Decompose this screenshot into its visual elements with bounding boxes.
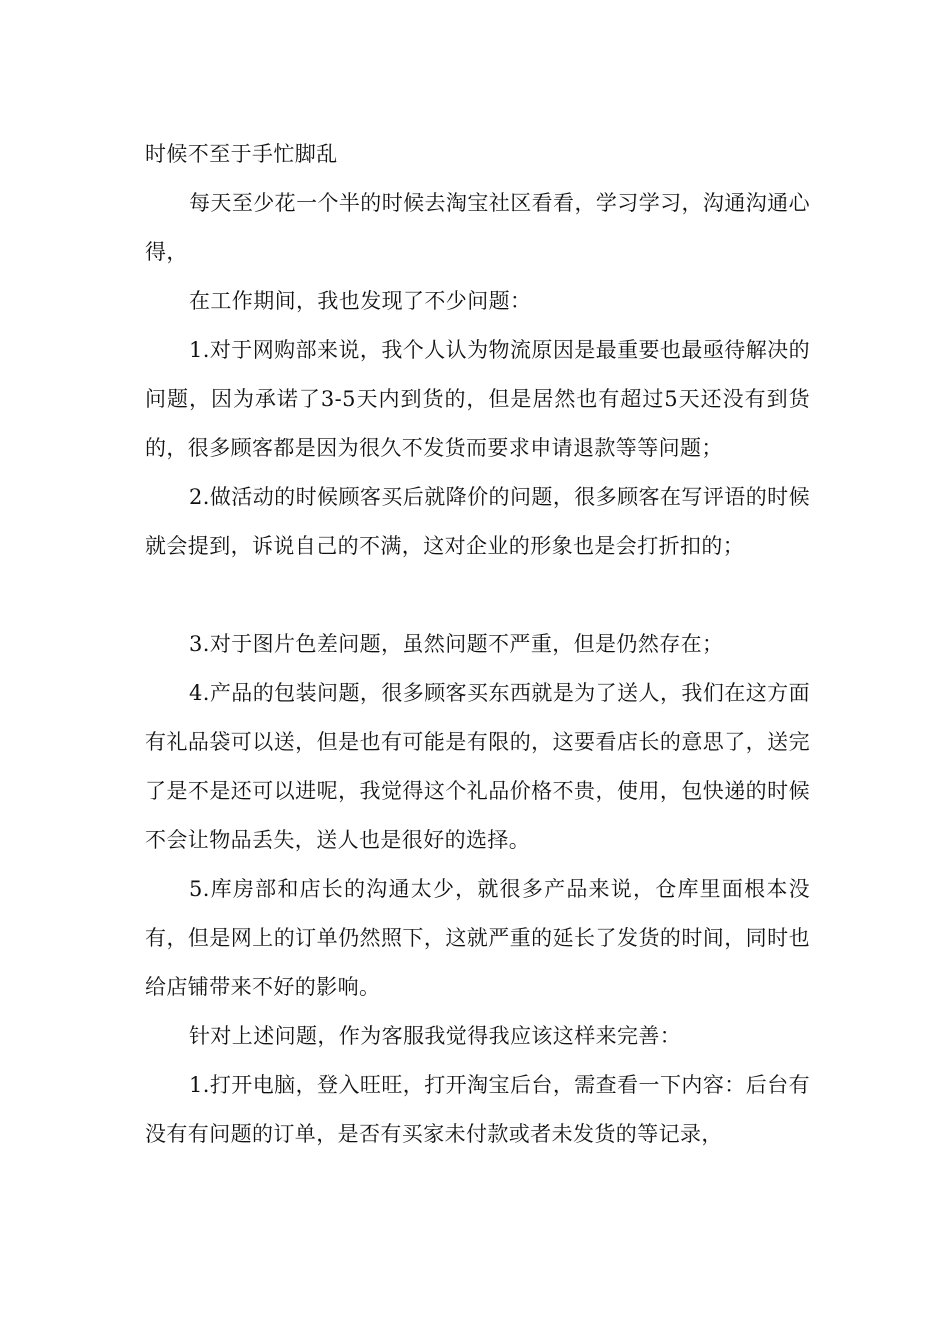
paragraph-continuation: 时候不至于手忙脚乱 bbox=[145, 142, 338, 166]
paragraph-problem-5: 5.库房部和店长的沟通太少，就很多产品来说，仓库里面根本没有，但是网上的订单仍然照下，这就严重的延长了发货的时间，同时也给店铺带来不好的影响。 bbox=[145, 877, 810, 999]
paragraph-solutions-intro: 针对上述问题，作为客服我觉得我应该这样来完善： bbox=[189, 1024, 682, 1048]
paragraph-community: 每天至少花一个半的时候去淘宝社区看看，学习学习，沟通沟通心得， bbox=[145, 191, 810, 264]
paragraph-problem-3: 3.对于图片色差问题，虽然问题不严重，但是仍然存在； bbox=[189, 632, 724, 656]
paragraph-problems-intro: 在工作期间，我也发现了不少问题： bbox=[189, 289, 532, 313]
paragraph-problem-1: 1.对于网购部来说，我个人认为物流原因是最重要也最亟待解决的问题，因为承诺了3-5天内到货的，但是居然也有超过5天还没有到货的，很多顾客都是因为很久不发货而要求申请退款等等问题； bbox=[145, 338, 810, 460]
document-body bbox=[145, 130, 810, 1159]
paragraph-solution-1: 1.打开电脑，登入旺旺，打开淘宝后台，需查看一下内容：后台有没有有问题的订单，是否有买家未付款或者未发货的等记录， bbox=[145, 1073, 810, 1146]
paragraph-problem-4: 4.产品的包装问题，很多顾客买东西就是为了送人，我们在这方面有礼品袋可以送，但是也有可能是有限的，这要看店长的意思了，送完了是不是还可以进呢，我觉得这个礼品价格不贵，使用，包快递的时候不会让物品丢失，送人也是很好的选择。 bbox=[145, 681, 810, 852]
paragraph-problem-2: 2.做活动的时候顾客买后就降价的问题，很多顾客在写评语的时候就会提到，诉说自己的不满，这对企业的形象也是会打折扣的； bbox=[145, 485, 810, 558]
